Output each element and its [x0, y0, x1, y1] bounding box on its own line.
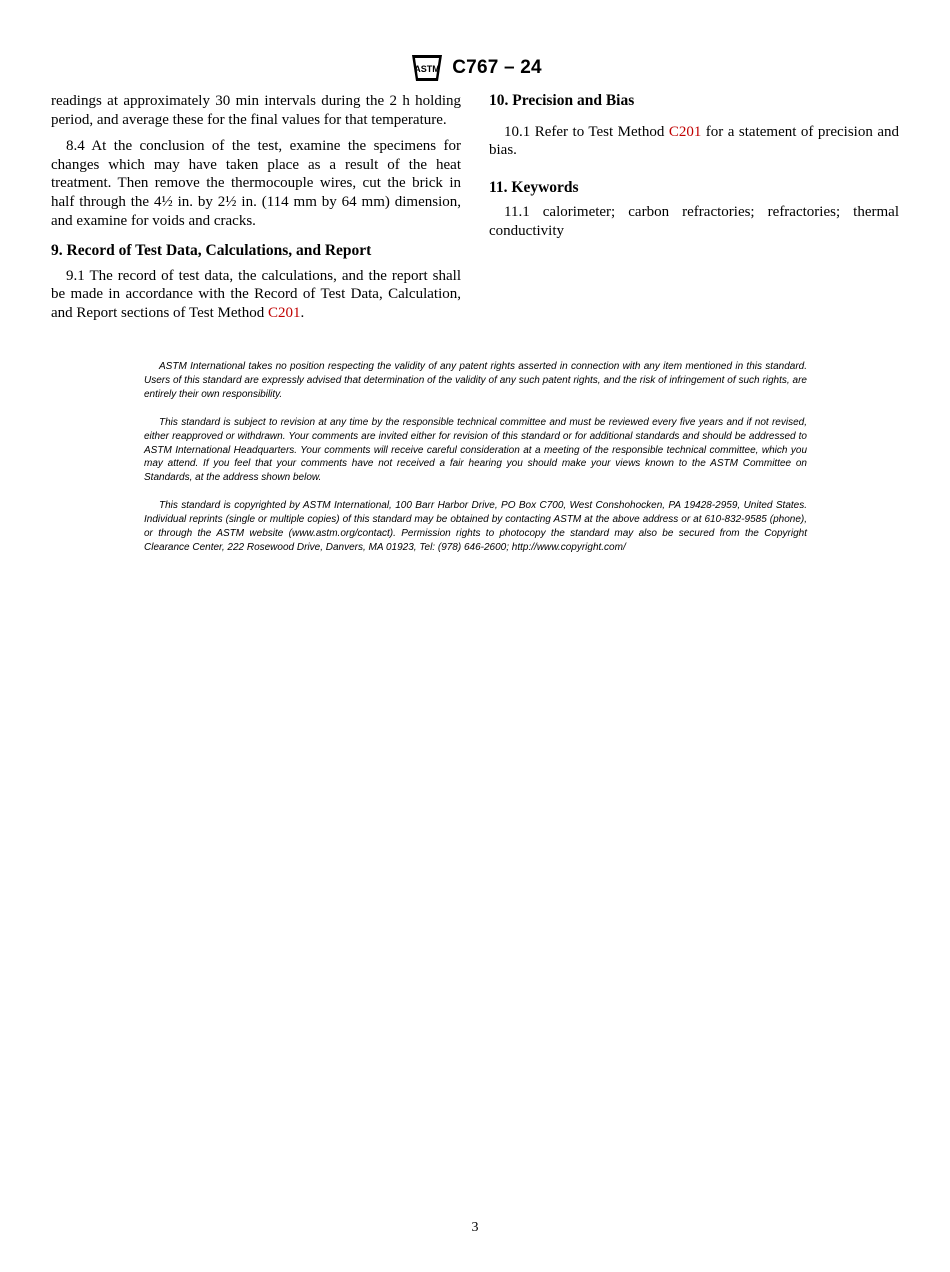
paragraph-11-1: 11.1 calorimeter; carbon refractories; refractories; thermal conductivity: [489, 204, 899, 239]
c201-link[interactable]: C201: [267, 304, 301, 321]
paragraph-9-1: [51, 267, 461, 323]
paragraph-9-1-end: .: [300, 304, 305, 321]
paragraph-10-1-end: for a statement of precision and bias.: [489, 123, 899, 159]
astm-logo-icon: [408, 51, 446, 85]
c201-link[interactable]: C201: [668, 123, 702, 140]
paragraph-continued: readings at approximately 30 min intervals during the 2 h holding period, and average these for the final values for that temperature.: [51, 93, 461, 128]
paragraph-9-1-text: 9.1 The record of test data, the calculations, and the report shall be made in accordance with the Record of Test Data, Calculation, and Report sections of Test Method: [51, 267, 461, 321]
section-11-heading: 11. Keywords: [489, 178, 579, 196]
paragraph-10-1-text: 10.1 Refer to Test Method: [504, 123, 669, 140]
patent-notice: ASTM International takes no position respecting the validity of any patent rights asserted in connection with any item mentioned in this standard. Users of this standard are expressly advised that determination of the validity of any such patent rights, and the risk of infringement of such rights, are entirely their own responsibility.: [144, 361, 807, 400]
section-9-heading: 9. Record of Test Data, Calculations, and Report: [51, 242, 372, 260]
left-column: [51, 92, 461, 323]
page-header: [0, 50, 950, 86]
page-number: 3: [471, 1220, 479, 1235]
paragraph-8-4: 8.4 At the conclusion of the test, examine the specimens for changes which may have taken place as a result of the heat treatment. Then remove the thermocouple wires, cut the brick in half through the 4½ in. by 2½ in. (114 mm by 64 mm) dimension, and examine for voids and cracks.: [51, 138, 461, 229]
revision-notice: This standard is subject to revision at any time by the responsible technical committee and must be reviewed every five years and if not revised, either reapproved or withdrawn. Your comments are invited either for revision of this standard or for additional standards and should be addressed to ASTM International Headquarters. Your comments will receive careful consideration at a meeting of the responsible technical committee, which you may attend. If you feel that your comments have not received a fair hearing you should make your views known to the ASTM Committee on Standards, at the address shown below.: [144, 416, 807, 484]
standard-designation: C767 – 24: [452, 57, 542, 78]
logo-text: ASTM: [414, 64, 440, 74]
section-10-heading: 10. Precision and Bias: [489, 92, 635, 109]
legal-notices: [144, 360, 807, 555]
right-column: [489, 92, 899, 241]
copyright-notice: This standard is copyrighted by ASTM International, 100 Barr Harbor Drive, PO Box C700, West Conshohocken, PA 19428-2959, United States. Individual reprints (single or multiple copies) of this standard may be obtained by contacting ASTM at the above address or at 610-832-9585 (phone), or through the ASTM website (www.astm.org/contact). Permission rights to photocopy the standard may also be secured from the Copyright Clearance Center, 222 Rosewood Drive, Danvers, MA 01923, Tel: (978) 646-2600; http://www.copyright.com/: [144, 500, 807, 553]
paragraph-10-1: [489, 123, 899, 160]
